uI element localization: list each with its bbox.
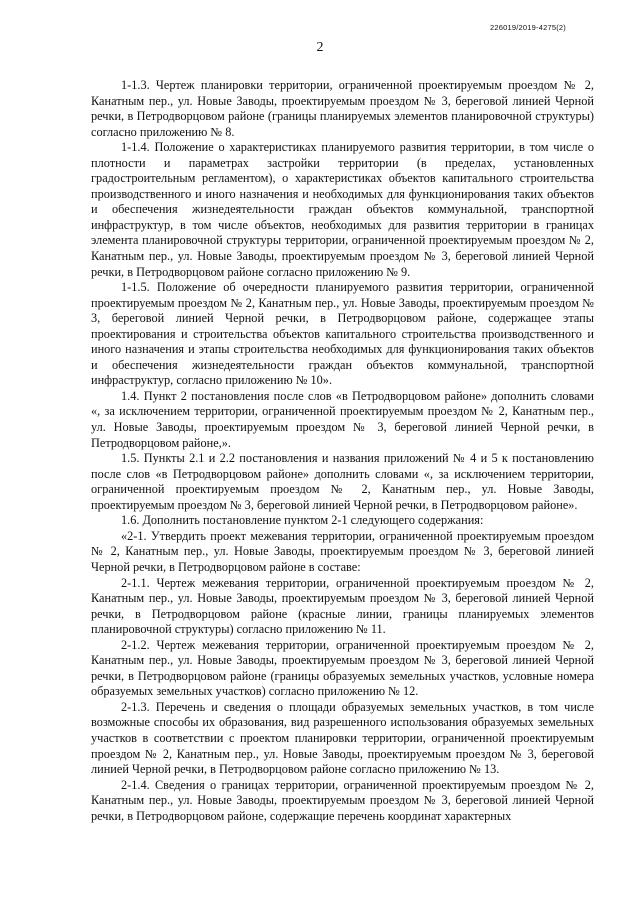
paragraph-2-1-1: 2-1.1. Чертеж межевания территории, ограниченной проектируемым проездом № 2, Канатным пер., ул. Новые Заводы, проектируемым проездом № 3, береговой линией Черной речки, в Петродворцовом районе (красные линии, границы планируемых элементов планировочной структуры) согласно приложению № 11.	[91, 575, 594, 637]
paragraph-1-5: 1.5. Пункты 2.1 и 2.2 постановления и названия приложений № 4 и 5 к постановлению после слов «в Петродворцовом районе» дополнить словами «, за исключением территории, ограниченной проектируемым проездом № 2, Канатным пер., ул. Новые Заводы, проектируемым проездом № 3, береговой линией Черной речки, в Петродворцовом районе».	[91, 451, 594, 512]
document-registration-number: 226019/2019-4275(2)	[490, 23, 566, 32]
page-number: 2	[316, 40, 324, 55]
paragraph-1-1-4: 1-1.4. Положение о характеристиках планируемого развития территории, в том числе о плотности и параметрах застройки территории (в пределах, установленных градостроительным регламентом), о характеристиках объектов капитального строительства производственного и иного назначения и необходимых для функционирования таких объектов и обеспечения жизнедеятельности граждан объектов коммунальной, транспортной инфраструктур, в том числе объектов, необходимых для развития территории в границах элемента планировочной структуры территории, ограниченной проектируемым проездом № 2, Канатным пер., ул. Новые Заводы, проектируемым проездом № 3, береговой линией Черной речки, в Петродворцовом районе согласно приложению № 9.	[91, 140, 594, 279]
paragraph-1-6: 1.6. Дополнить постановление пунктом 2-1 следующего содержания:	[121, 513, 484, 528]
paragraph-1-1-3: 1-1.3. Чертеж планировки территории, ограниченной проектируемым проездом № 2, Канатным пер., ул. Новые Заводы, проектируемым проездом № 3, береговой линией Черной речки, в Петродворцовом районе (границы планируемых элементов планировочной структуры) согласно приложению № 8.	[91, 78, 594, 139]
paragraph-2-1-2: 2-1.2. Чертеж межевания территории, ограниченной проектируемым проездом № 2, Канатным пер., ул. Новые Заводы, проектируемым проездом № 3, береговой линией Черной речки, в Петродворцовом районе (границы образуемых земельных участков, условные номера образуемых земельных участков) согласно приложению № 12.	[91, 637, 594, 699]
paragraph-2-1-3: 2-1.3. Перечень и сведения о площади образуемых земельных участков, в том числе возможные способы их образования, вид разрешенного использования образуемых земельных участков в соответствии с проектом планировки территории, ограниченной проектируемым проездом № 2, Канатным пер., ул. Новые Заводы, проектируемым проездом № 3, береговой линией Черной речки, в Петродворцовом районе согласно приложению № 13.	[91, 699, 594, 777]
document-body	[91, 78, 594, 824]
paragraph-1-4: 1.4. Пункт 2 постановления после слов «в Петродворцовом районе» дополнить словами «, за исключением территории, ограниченной проектируемым проездом № 2, Канатным пер., ул. Новые Заводы, проектируемым проездом № 3, береговой линией Черной речки, в Петродворцовом районе,».	[91, 388, 594, 450]
paragraph-1-1-5: 1-1.5. Положение об очередности планируемого развития территории, ограниченной проектируемым проездом № 2, Канатным пер., ул. Новые Заводы, проектируемым проездом № 3, береговой линией Черной речки, в Петродворцовом районе, содержащее этапы проектирования и строительства объектов капитального строительства производственного и иного назначения и этапы строительства необходимых для функционирования таких объектов и обеспечения жизнедеятельности граждан объектов коммунальной, транспортной инфраструктур, согласно приложению № 10».	[91, 280, 594, 388]
paragraph-2-1-4: 2-1.4. Сведения о границах территории, ограниченной проектируемым проездом № 2, Канатным пер., ул. Новые Заводы, проектируемым проездом № 3, береговой линией Черной речки, в Петродворцовом районе, содержащие перечень координат характерных	[91, 777, 594, 823]
paragraph-2-1: «2-1. Утвердить проект межевания территории, ограниченной проектируемым проездом № 2, Канатным пер., ул. Новые Заводы, проектируемым проездом № 3, береговой линией Черной речки, в Петродворцовом районе в составе:	[91, 528, 594, 574]
